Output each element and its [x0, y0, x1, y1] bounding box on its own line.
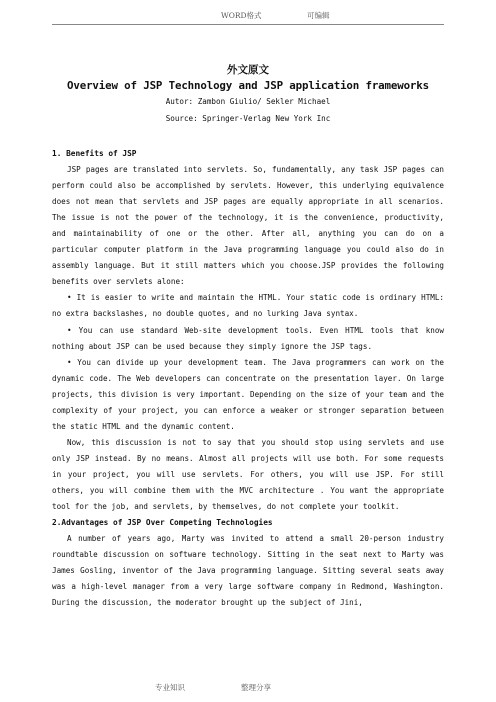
- footer-left-text: 专业知识: [155, 683, 185, 692]
- english-title: Overview of JSP Technology and JSP application frameworks: [67, 79, 429, 92]
- bullet-paragraph-1: • It is easier to write and maintain the HTML. Your static code is ordinary HTML: no extra backslashes, no double quotes, and no lurking Java syntax.: [52, 293, 444, 319]
- document-body: [52, 146, 444, 611]
- source-line: Source: Springer-Verlag New York Inc: [165, 114, 331, 123]
- section2-paragraph: A number of years ago, Marty was invited to attend a small 20-person industry roundtable discussion on software technology. Sitting in the seat next to Marty was James Gosling, inventor of the Java programming language. Sitting several seats away was a high-level manager from a very large software company in Redmond, Washington. During the discussion, the moderator brought up the subject of Jini,: [52, 534, 444, 608]
- page-header: [0, 8, 496, 22]
- section1-closing-paragraph: Now, this discussion is not to say that you should stop using servlets and use only JSP instead. By no means. Almost all projects will use both. For some requests in your project, you will use servlets. For others, you will use JSP. For still others, you will combine them with the MVC architecture . You want the appropriate tool for the job, and servlets, by themselves, do not complete your toolkit.: [52, 437, 444, 512]
- section2-heading: 2.Advantages of JSP Over Competing Technologies: [52, 518, 273, 528]
- page-footer: [0, 682, 496, 696]
- chinese-title: 外文原文: [227, 64, 269, 76]
- header-right-text: 可编辑: [307, 11, 330, 20]
- bullet-paragraph-2: • You can use standard Web-site development tools. Even HTML tools that know nothing about JSP can be used because they simply ignore the JSP tags.: [52, 325, 444, 351]
- bullet-paragraph-3: • You can divide up your development team. The Java programmers can work on the dynamic code. The Web developers can concentrate on the presentation layer. On large projects, this division is very important. Depending on the size of your team and the complexity of your project, you can enforce a weaker or stronger separation between the static HTML and the dynamic content.: [52, 357, 444, 431]
- author-line: Autor: Zambon Giulio/ Sekler Michael: [165, 97, 331, 106]
- header-divider: [52, 24, 444, 25]
- header-left-text: WORD格式: [221, 11, 262, 20]
- section1-heading: 1. Benefits of JSP: [52, 149, 137, 158]
- footer-right-text: 整理分享: [241, 683, 271, 692]
- section1-intro-paragraph: JSP pages are translated into servlets. So, fundamentally, any task JSP pages can perform could also be accomplished by servlets. However, this underlying equivalence does not mean that servlets and JSP pages are equally appropriate in all scenarios. The issue is not the power of the technology, it is the convenience, productivity, and maintainability of one or the other. After all, anything you can do on a particular computer platform in the Java programming language you could also do in assembly language. But it still matters which you choose.JSP provides the following benefits over servlets alone:: [52, 165, 444, 287]
